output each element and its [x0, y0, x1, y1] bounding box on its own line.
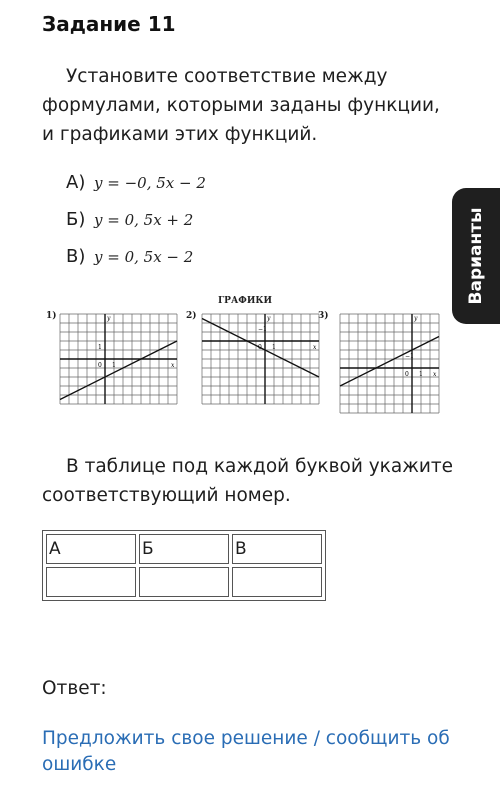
- answer-table: [42, 530, 326, 601]
- tick-label-y: −1: [405, 353, 414, 360]
- tick-label-1: 1: [112, 362, 116, 369]
- answer-cell-v[interactable]: [232, 567, 322, 597]
- answer-cell-b[interactable]: [139, 567, 229, 597]
- graph-3-label: 3): [318, 311, 329, 321]
- origin-label: 0: [98, 362, 102, 369]
- suggest-solution-link[interactable]: Предложить свое решение / сообщить об ошибке: [42, 728, 450, 775]
- formula-b-expr: y = 0, 5x + 2: [94, 211, 194, 229]
- x-axis-label: x: [171, 362, 175, 369]
- graph-2-label: 2): [186, 311, 197, 321]
- tick-label-y: 1: [98, 344, 102, 351]
- task-intro: Установите соответствие между формулами, которыми заданы функции, и графиками этих функций.: [42, 66, 440, 145]
- x-axis-label: x: [433, 371, 437, 378]
- variants-tab[interactable]: [452, 188, 500, 324]
- answer-table-header-row: [46, 534, 322, 564]
- task-title: Задание 11: [42, 12, 176, 36]
- tick-label-y: −1: [258, 326, 267, 333]
- formula-a-expr: y = −0, 5x − 2: [94, 174, 206, 192]
- formula-a-label: А): [66, 172, 86, 193]
- function-line-3: [340, 337, 439, 387]
- x-axis-label: x: [313, 344, 317, 351]
- tick-label-1: 1: [419, 371, 423, 378]
- formula-v-expr: y = 0, 5x − 2: [94, 248, 194, 266]
- header-b: Б: [139, 534, 229, 564]
- y-axis-label: y: [107, 315, 111, 322]
- answer-label: Ответ:: [42, 678, 107, 699]
- origin-label: 0: [258, 344, 262, 351]
- variants-tab-label: Варианты: [466, 207, 486, 305]
- origin-label: 0: [405, 371, 409, 378]
- tick-label-1: 1: [272, 344, 276, 351]
- answer-table-input-row: [46, 567, 322, 597]
- graphs-figure: [40, 296, 450, 416]
- graph-1-label: 1): [46, 311, 57, 321]
- answer-cell-a[interactable]: [46, 567, 136, 597]
- header-v: В: [232, 534, 322, 564]
- formula-v-label: В): [66, 246, 86, 267]
- formula-v: [66, 246, 193, 267]
- formula-a: [66, 172, 206, 193]
- graphs-svg: [40, 296, 450, 416]
- formula-b-label: Б): [66, 209, 86, 230]
- graphs-title: ГРАФИКИ: [217, 296, 273, 306]
- formula-b: [66, 209, 193, 230]
- header-a: А: [46, 534, 136, 564]
- y-axis-label: y: [414, 315, 418, 322]
- y-axis-label: y: [267, 315, 271, 322]
- table-instruction: В таблице под каждой буквой укажите соответствующий номер.: [42, 456, 454, 506]
